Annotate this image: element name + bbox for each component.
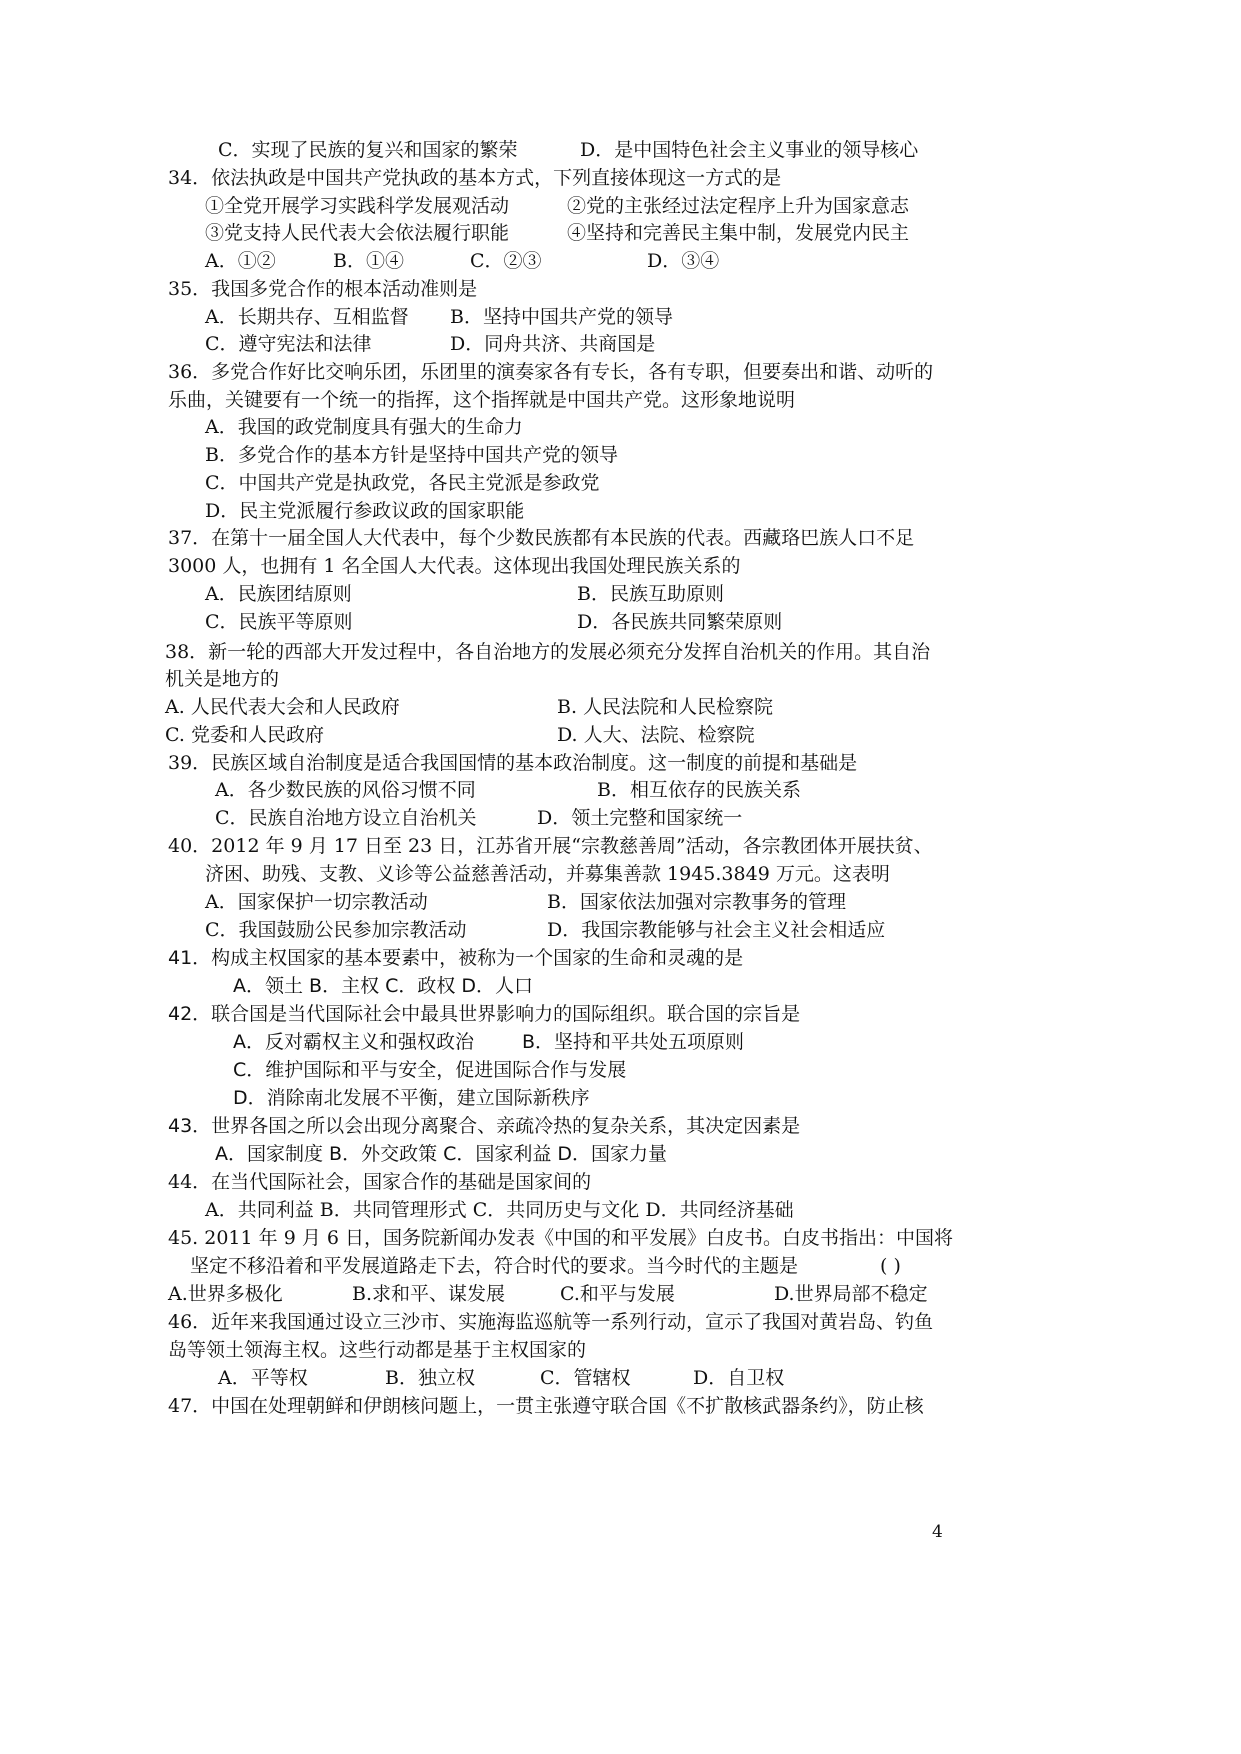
q38-option-d: D. 人大、法院、检察院 [557, 724, 755, 746]
q36-stem-line2: 乐曲，关键要有一个统一的指挥，这个指挥就是中国共产党。这形象地说明 [168, 389, 796, 411]
q42-option-b: B．坚持和平共处五项原则 [522, 1031, 745, 1053]
q37-option-d: D．各民族共同繁荣原则 [577, 611, 783, 633]
q46-stem-line1: 46．近年来我国通过设立三沙市、实施海监巡航等一系列行动，宣示了我国对黄岩岛、钓鱼 [168, 1311, 934, 1333]
q45-stem-line2: 坚定不移沿着和平发展道路走下去，符合时代的要求。当今时代的主题是 [190, 1255, 799, 1277]
q44-options: A．共同利益 B．共同管理形式 C．共同历史与文化 D．共同经济基础 [205, 1199, 794, 1221]
q46-stem-line2: 岛等领土领海主权。这些行动都是基于主权国家的 [168, 1339, 587, 1361]
q34-option-b: B．①④ [333, 250, 404, 272]
q40-stem-line2: 济困、助残、支教、义诊等公益慈善活动，并募集善款 1945.3849 万元。这表明 [205, 863, 890, 885]
page-number: 4 [932, 1522, 943, 1542]
q37-stem-line1: 37．在第十一届全国人大代表中，每个少数民族都有本民族的代表。西藏珞巴族人口不足 [168, 527, 915, 549]
q45-option-b: B.求和平、谋发展 [352, 1283, 506, 1305]
q34-statement-1: ①全党开展学习实践科学发展观活动 [205, 195, 510, 217]
q42-stem: 42．联合国是当代国际社会中最具世界影响力的国际组织。联合国的宗旨是 [168, 1003, 801, 1025]
q38-stem-line1: 38．新一轮的西部大开发过程中，各自治地方的发展必须充分发挥自治机关的作用。其自治 [165, 641, 931, 663]
q36-option-a: A．我国的政党制度具有强大的生命力 [205, 416, 523, 438]
q34-statement-4: ④坚持和完善民主集中制，发展党内民主 [567, 222, 910, 244]
q38-option-a: A. 人民代表大会和人民政府 [165, 696, 400, 718]
q39-option-c: C．民族自治地方设立自治机关 [215, 807, 477, 829]
q45-option-a: A.世界多极化 [168, 1283, 283, 1305]
q38-option-c: C. 党委和人民政府 [165, 724, 324, 746]
q35-option-a: A．长期共存、互相监督 [205, 306, 409, 328]
q46-option-d: D．自卫权 [693, 1367, 785, 1389]
q44-stem: 44．在当代国际社会，国家合作的基础是国家间的 [168, 1171, 592, 1193]
q40-stem-line1: 40．2012 年 9 月 17 日至 23 日，江苏省开展“宗教慈善周”活动，各宗教团体开展扶贫、 [168, 835, 933, 857]
q37-stem-line2: 3000 人，也拥有 1 名全国人大代表。这体现出我国处理民族关系的 [168, 555, 741, 577]
q34-option-a: A．①② [205, 250, 276, 272]
q34-stem: 34．依法执政是中国共产党执政的基本方式，下列直接体现这一方式的是 [168, 167, 782, 189]
q37-option-a: A．民族团结原则 [205, 583, 352, 605]
q38-stem-line2: 机关是地方的 [165, 668, 280, 690]
q40-option-c: C．我国鼓励公民参加宗教活动 [205, 919, 467, 941]
q39-stem: 39．民族区域自治制度是适合我国国情的基本政治制度。这一制度的前提和基础是 [168, 752, 858, 774]
q45-option-c: C.和平与发展 [560, 1283, 675, 1305]
q39-option-a: A．各少数民族的风俗习惯不同 [215, 779, 476, 801]
q42-option-c: C．维护国际和平与安全，促进国际合作与发展 [233, 1059, 627, 1081]
q40-option-a: A．国家保护一切宗教活动 [205, 891, 428, 913]
q45-stem-line1: 45. 2011 年 9 月 6 日，国务院新闻办发表《中国的和平发展》白皮书。白皮书指出：中国将 [168, 1227, 953, 1249]
q35-stem: 35．我国多党合作的根本活动准则是 [168, 278, 478, 300]
q40-option-d: D．我国宗教能够与社会主义社会相适应 [547, 919, 886, 941]
q46-option-a: A．平等权 [218, 1367, 308, 1389]
q36-stem-line1: 36．多党合作好比交响乐团，乐团里的演奏家各有专长，各有专职，但要奏出和谐、动听的 [168, 361, 934, 383]
q46-option-b: B．独立权 [385, 1367, 475, 1389]
q37-option-c: C．民族平等原则 [205, 611, 353, 633]
q43-options: A．国家制度 B．外交政策 C．国家利益 D．国家力量 [215, 1143, 668, 1165]
q38-option-b: B. 人民法院和人民检察院 [557, 696, 774, 718]
q37-option-b: B．民族互助原则 [577, 583, 724, 605]
q43-stem: 43．世界各国之所以会出现分离聚合、亲疏冷热的复杂关系，其决定因素是 [168, 1115, 801, 1137]
q45-option-d: D.世界局部不稳定 [774, 1283, 928, 1305]
q36-option-d: D．民主党派履行参政议政的国家职能 [205, 500, 525, 522]
q36-option-b: B．多党合作的基本方针是坚持中国共产党的领导 [205, 444, 618, 466]
q34-statement-2: ②党的主张经过法定程序上升为国家意志 [567, 195, 910, 217]
q39-option-b: B．相互依存的民族关系 [597, 779, 801, 801]
q35-option-b: B．坚持中国共产党的领导 [450, 306, 673, 328]
q34-option-c: C．②③ [470, 250, 542, 272]
q34-statement-3: ③党支持人民代表大会依法履行职能 [205, 222, 510, 244]
q45-answer-paren: ( ) [880, 1255, 901, 1277]
q35-option-d: D．同舟共济、共商国是 [450, 333, 656, 355]
q33-option-c: C．实现了民族的复兴和国家的繁荣 [218, 139, 518, 161]
q35-option-c: C．遵守宪法和法律 [205, 333, 372, 355]
q41-stem: 41．构成主权国家的基本要素中，被称为一个国家的生命和灵魂的是 [168, 947, 744, 969]
q41-options: A．领土 B．主权 C．政权 D．人口 [233, 975, 534, 997]
q34-option-d: D．③④ [647, 250, 720, 272]
q47-stem-line1: 47．中国在处理朝鲜和伊朗核问题上，一贯主张遵守联合国《不扩散核武器条约》，防止核 [168, 1395, 924, 1417]
q33-option-d: D．是中国特色社会主义事业的领导核心 [580, 139, 919, 161]
q42-option-d: D．消除南北发展不平衡，建立国际新秩序 [233, 1087, 590, 1109]
q42-option-a: A．反对霸权主义和强权政治 [233, 1031, 474, 1053]
q39-option-d: D．领土完整和国家统一 [537, 807, 743, 829]
q36-option-c: C．中国共产党是执政党，各民主党派是参政党 [205, 472, 600, 494]
q40-option-b: B．国家依法加强对宗教事务的管理 [547, 891, 846, 913]
q46-option-c: C．管辖权 [540, 1367, 631, 1389]
